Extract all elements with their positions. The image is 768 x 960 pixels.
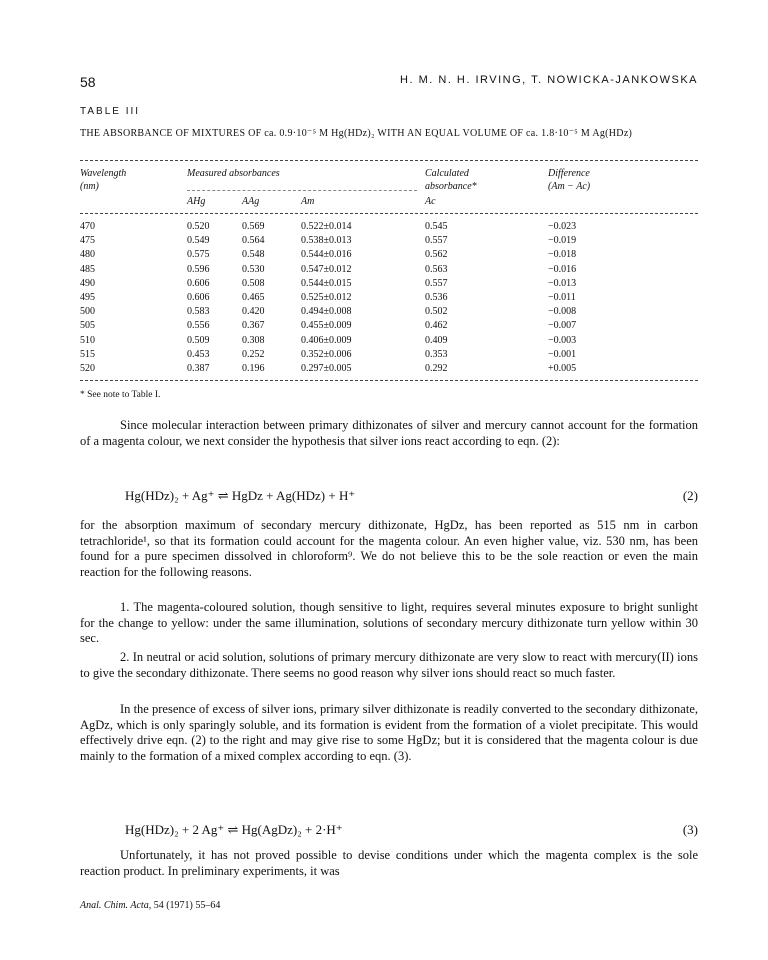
cell-calculated: 0.409 xyxy=(425,334,448,346)
cell-a-ag: 0.420 xyxy=(242,306,265,318)
cell-difference: −0.016 xyxy=(548,263,577,275)
table-row xyxy=(80,277,698,290)
journal-reference: 54 (1971) 55–64 xyxy=(151,900,221,911)
cell-a-ag: 0.508 xyxy=(242,277,265,289)
page-number: 58 xyxy=(80,74,96,90)
table-caption: THE ABSORBANCE OF MIXTURES OF ca. 0.9·10⁻⁵ M Hg(HDz)₂ WITH AN EQUAL VOLUME OF ca. 1.8·10⁻⁵ M Ag(HDz) xyxy=(80,128,633,139)
cell-difference: −0.008 xyxy=(548,306,577,318)
cell-difference: −0.007 xyxy=(548,320,577,332)
table-row xyxy=(80,334,698,347)
cell-a-m: 0.455±0.009 xyxy=(301,320,352,332)
paragraph-4: 2. In neutral or acid solution, solutions of primary mercury dithizonate are very slow to react with mercury(II) ions to give the secondary dithizonate. There seems no good reason why silver ions should react so much faster. xyxy=(80,650,698,680)
cell-a-m: 0.538±0.013 xyxy=(301,235,352,247)
cell-a-ag: 0.564 xyxy=(242,235,265,247)
header-a-m: Am xyxy=(301,196,315,207)
equation-3-text: Hg(HDz)₂ + 2 Ag⁺ ⇌ Hg(AgDz)₂ + 2·H⁺ xyxy=(125,822,343,837)
header-a-hg: AHg xyxy=(187,196,206,207)
cell-wavelength: 475 xyxy=(80,235,95,247)
paragraph-2: for the absorption maximum of secondary mercury dithizonate, HgDz, has been reported as 515 nm in carbon tetrachloride¹, so that its formation could account for the magenta colour. An even higher value, viz. 530 nm, has been found for a pure specimen dissolved in chloroform⁹. We do not believe this to be the sole reaction or even the main reaction for the following reasons. xyxy=(80,518,698,579)
cell-calculated: 0.557 xyxy=(425,235,448,247)
table-row xyxy=(80,220,698,233)
header-calculated-2: absorbance* xyxy=(425,181,477,192)
paragraph-5: In the presence of excess of silver ions, primary silver dithizonate is readily converted to the secondary dithizonate, AgDz, which is only sparingly soluble, and its formation is evident from the formation of a violet precipitate. This would effectively drive eqn. (2) to the right and may give rise to some HgDz; but it is considered that the magenta colour is due mainly to the formation of a mixed complex according to eqn. (3). xyxy=(80,702,698,763)
table-row xyxy=(80,305,698,318)
cell-difference: −0.019 xyxy=(548,235,577,247)
cell-a-hg: 0.549 xyxy=(187,235,210,247)
cell-a-hg: 0.606 xyxy=(187,277,210,289)
table-footnote: * See note to Table I. xyxy=(80,390,161,400)
table-top-rule xyxy=(80,160,698,161)
cell-wavelength: 515 xyxy=(80,348,95,360)
equation-3-number: (3) xyxy=(682,822,698,837)
equation-3 xyxy=(80,822,698,842)
equation-2 xyxy=(80,488,698,508)
cell-a-m: 0.522±0.014 xyxy=(301,221,352,232)
header-measured: Measured absorbances xyxy=(187,168,280,179)
cell-calculated: 0.545 xyxy=(425,221,448,232)
header-wavelength: Wavelength xyxy=(80,168,127,179)
running-title: H. M. N. H. IRVING, T. NOWICKA-JANKOWSKA xyxy=(400,74,698,86)
cell-a-hg: 0.556 xyxy=(187,320,210,332)
cell-wavelength: 500 xyxy=(80,306,95,318)
cell-wavelength: 470 xyxy=(80,221,95,232)
journal-name: Anal. Chim. Acta, xyxy=(80,900,152,911)
cell-a-hg: 0.453 xyxy=(187,348,210,360)
cell-a-m: 0.406±0.009 xyxy=(301,334,352,346)
cell-difference: −0.013 xyxy=(548,277,577,289)
table-header-rule xyxy=(80,213,698,214)
cell-wavelength: 495 xyxy=(80,292,95,303)
cell-a-hg: 0.596 xyxy=(187,263,210,275)
header-wavelength-unit: (nm) xyxy=(80,181,99,192)
cell-calculated: 0.536 xyxy=(425,292,448,303)
cell-a-m: 0.544±0.016 xyxy=(301,249,352,261)
cell-a-ag: 0.530 xyxy=(242,263,265,275)
cell-a-m: 0.525±0.012 xyxy=(301,292,352,303)
equation-2-number: (2) xyxy=(682,488,698,503)
cell-a-ag: 0.548 xyxy=(242,249,265,261)
table-row xyxy=(80,319,698,332)
table-row xyxy=(80,291,698,304)
cell-a-hg: 0.606 xyxy=(187,292,210,303)
cell-calculated: 0.562 xyxy=(425,249,448,261)
cell-calculated: 0.502 xyxy=(425,306,448,318)
cell-difference: −0.003 xyxy=(548,334,577,346)
table-row xyxy=(80,263,698,276)
cell-difference: −0.001 xyxy=(548,348,577,360)
cell-difference: −0.011 xyxy=(548,292,576,303)
cell-a-m: 0.352±0.006 xyxy=(301,348,352,360)
header-difference-2: (Am − Ac) xyxy=(548,181,591,192)
cell-calculated: 0.462 xyxy=(425,320,448,332)
table-row xyxy=(80,248,698,261)
cell-a-m: 0.547±0.012 xyxy=(301,263,352,275)
cell-a-ag: 0.196 xyxy=(242,363,265,374)
running-header xyxy=(80,74,698,90)
header-a-c: Ac xyxy=(425,196,436,207)
cell-calculated: 0.557 xyxy=(425,277,448,289)
cell-calculated: 0.563 xyxy=(425,263,448,275)
journal-footer xyxy=(80,900,220,911)
table-row xyxy=(80,234,698,247)
cell-wavelength: 480 xyxy=(80,249,95,261)
paragraph-1: Since molecular interaction between primary dithizonates of silver and mercury cannot account for the formation of a magenta colour, we next consider the hypothesis that silver ions react according to eqn. (2): xyxy=(80,418,698,448)
cell-difference: −0.018 xyxy=(548,249,577,261)
table-row xyxy=(80,348,698,361)
table-label: TABLE III xyxy=(80,106,141,117)
header-a-ag: AAg xyxy=(242,196,260,207)
cell-wavelength: 510 xyxy=(80,334,95,346)
cell-calculated: 0.353 xyxy=(425,348,448,360)
cell-a-m: 0.494±0.008 xyxy=(301,306,352,318)
cell-wavelength: 485 xyxy=(80,263,95,275)
cell-a-ag: 0.569 xyxy=(242,221,265,232)
cell-a-ag: 0.367 xyxy=(242,320,265,332)
cell-calculated: 0.292 xyxy=(425,363,448,374)
cell-wavelength: 490 xyxy=(80,277,95,289)
cell-a-ag: 0.252 xyxy=(242,348,265,360)
equation-2-text: Hg(HDz)₂ + Ag⁺ ⇌ HgDz + Ag(HDz) + H⁺ xyxy=(125,488,356,503)
cell-a-hg: 0.387 xyxy=(187,363,210,374)
measured-subrule xyxy=(187,190,417,191)
cell-a-hg: 0.509 xyxy=(187,334,210,346)
cell-a-ag: 0.465 xyxy=(242,292,265,303)
cell-wavelength: 520 xyxy=(80,363,95,374)
cell-difference: −0.023 xyxy=(548,221,577,232)
cell-a-hg: 0.583 xyxy=(187,306,210,318)
cell-a-hg: 0.575 xyxy=(187,249,210,261)
header-calculated: Calculated xyxy=(425,168,469,179)
cell-wavelength: 505 xyxy=(80,320,95,332)
cell-difference: +0.005 xyxy=(548,363,577,374)
cell-a-m: 0.297±0.005 xyxy=(301,363,352,374)
paragraph-3: 1. The magenta-coloured solution, though sensitive to light, requires several minutes exposure to bright sunlight for the change to yellow: under the same illumination, solutions of secondary mercury dithizonate turn yellow within 30 sec. xyxy=(80,600,698,645)
table-bottom-rule xyxy=(80,380,698,381)
header-difference: Difference xyxy=(548,168,590,179)
cell-a-m: 0.544±0.015 xyxy=(301,277,352,289)
cell-a-ag: 0.308 xyxy=(242,334,265,346)
table-row xyxy=(80,362,698,375)
paragraph-6: Unfortunately, it has not proved possible to devise conditions under which the magenta complex is the sole reaction product. In preliminary experiments, it was xyxy=(80,848,698,878)
cell-a-hg: 0.520 xyxy=(187,221,210,232)
